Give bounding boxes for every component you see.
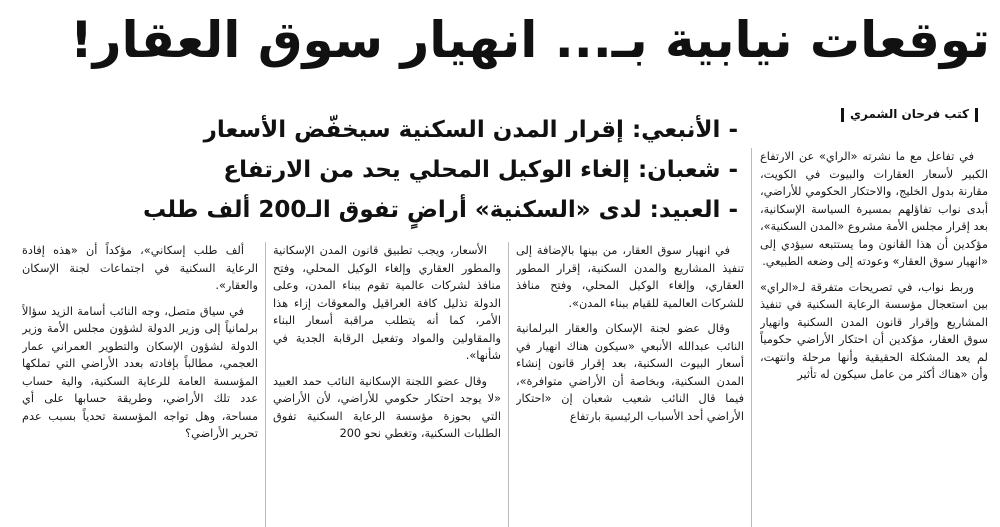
paragraph: في انهيار سوق العقار، من بينها بالإضافة إلى تنفيذ المشاريع والمدن السكنية، إقرار المطور العقاري، وإلغاء الوكيل المحلي، وفتح منافذ للشركات العالمية للقيام ببناء المدن». xyxy=(516,244,744,310)
subheads xyxy=(110,110,738,230)
article-column-4 xyxy=(22,242,258,527)
article-column-1 xyxy=(760,148,988,527)
subhead-3: - العبيد: لدى «السكنية» أراضٍ تفوق الـ200 ألف طلب xyxy=(143,197,738,223)
byline-author: كتب فرحان الشمري xyxy=(850,107,969,121)
byline xyxy=(784,104,984,124)
headline: توقعات نيابية بـ... انهيار سوق العقار! xyxy=(69,11,990,69)
byline-rule-left xyxy=(841,108,844,122)
paragraph: وقال عضو اللجنة الإسكانية النائب حمد العبيد «لا يوجد احتكار حكومي للأراضي، لأن الأراضي التي بحوزة مؤسسة الرعاية السكنية تفوق الطلبات السكنية، وتغطي نحو 200 xyxy=(273,374,501,440)
article-column-3 xyxy=(273,242,501,527)
subhead-2: - شعبان: إلغاء الوكيل المحلي يحد من الارتفاع xyxy=(223,157,738,183)
article-column-2 xyxy=(516,242,744,527)
column-divider xyxy=(508,242,509,527)
paragraph: في تفاعل مع ما نشرته «الراي» عن الارتفاع الكبير لأسعار العقارات والبيوت في الكويت، مقارنة بدول الخليج، والاحتكار الحكومي للأراضي، أبدى نواب تفاؤلهم بمسيرة السياسة الإسكانية، بعد إقرار مجلس الأمة مشروع «المدن السكنية»، مؤكدين أن هذا القانون وما يستتبعه سيؤدي إلى «انهيار سوق العقار» وعودته إلى وضعه الطبيعي. xyxy=(760,150,988,268)
paragraph: وربط نواب، في تصريحات متفرقة لـ«الراي» بين استعجال مؤسسة الرعاية السكنية في تنفيذ المشاريع وإقرار قانون المدن السكنية وانهيار سوق العقار، مؤكدين أن احتكار الأراضي حكومياً لم يعد المشكلة الحقيقية وأنها مرحلة وانتهت، وأن «هناك أكثر من عامل سيكون له تأثير xyxy=(760,280,988,381)
paragraph: الأسعار، ويجب تطبيق قانون المدن الإسكانية والمطور العقاري وإلغاء الوكيل المحلي، وفتح منافذ لشركات عالمية تقوم ببناء المدن، وعلى الدولة تذليل كافة العراقيل والمعوقات إزاء هذا الأمر، كما أنه يتطلب مراقبة أسعار البناء والمقاولين والمواد وتفعيل الرقابة الجدية في شأنها». xyxy=(273,244,501,362)
paragraph: وقال عضو لجنة الإسكان والعقار البرلمانية النائب عبدالله الأنبعي «سيكون هناك انهيار في أسعار البيوت السكنية، بعد إقرار قانون إنشاء المدن السكنية، وبخاصة أن الأراضي متوافرة»، فيما قال النائب شعيب شعبان إن «احتكار الأراضي أحد الأسباب الرئيسية بارتفاع xyxy=(516,322,744,423)
column-divider xyxy=(751,148,752,527)
paragraph: ألف طلب إسكاني»، مؤكداً أن «هذه إفادة الرعاية السكنية في اجتماعات لجنة الإسكان والعقار». xyxy=(22,244,258,292)
column-divider xyxy=(265,242,266,527)
byline-rule-right xyxy=(975,108,978,122)
subhead-1: - الأنبعي: إقرار المدن السكنية سيخفّض الأسعار xyxy=(203,117,738,143)
paragraph: في سياق متصل، وجه النائب أسامة الزيد سؤالاً برلمانياً إلى وزير الدولة لشؤون مجلس الأمة وزير الدولة لشؤون الإسكان والتطوير العمراني عمار العجمي، مطالباً بإفادته بعدد الأراضي التي تملكها المؤسسة العامة للرعاية السكنية، والية حساب عدد تلك الأراضي، وطريقة حسابها على أي مساحة، وهل تواجه المؤسسة تحدياً بسبب عدم تحرير الأراضي؟ xyxy=(22,304,258,440)
